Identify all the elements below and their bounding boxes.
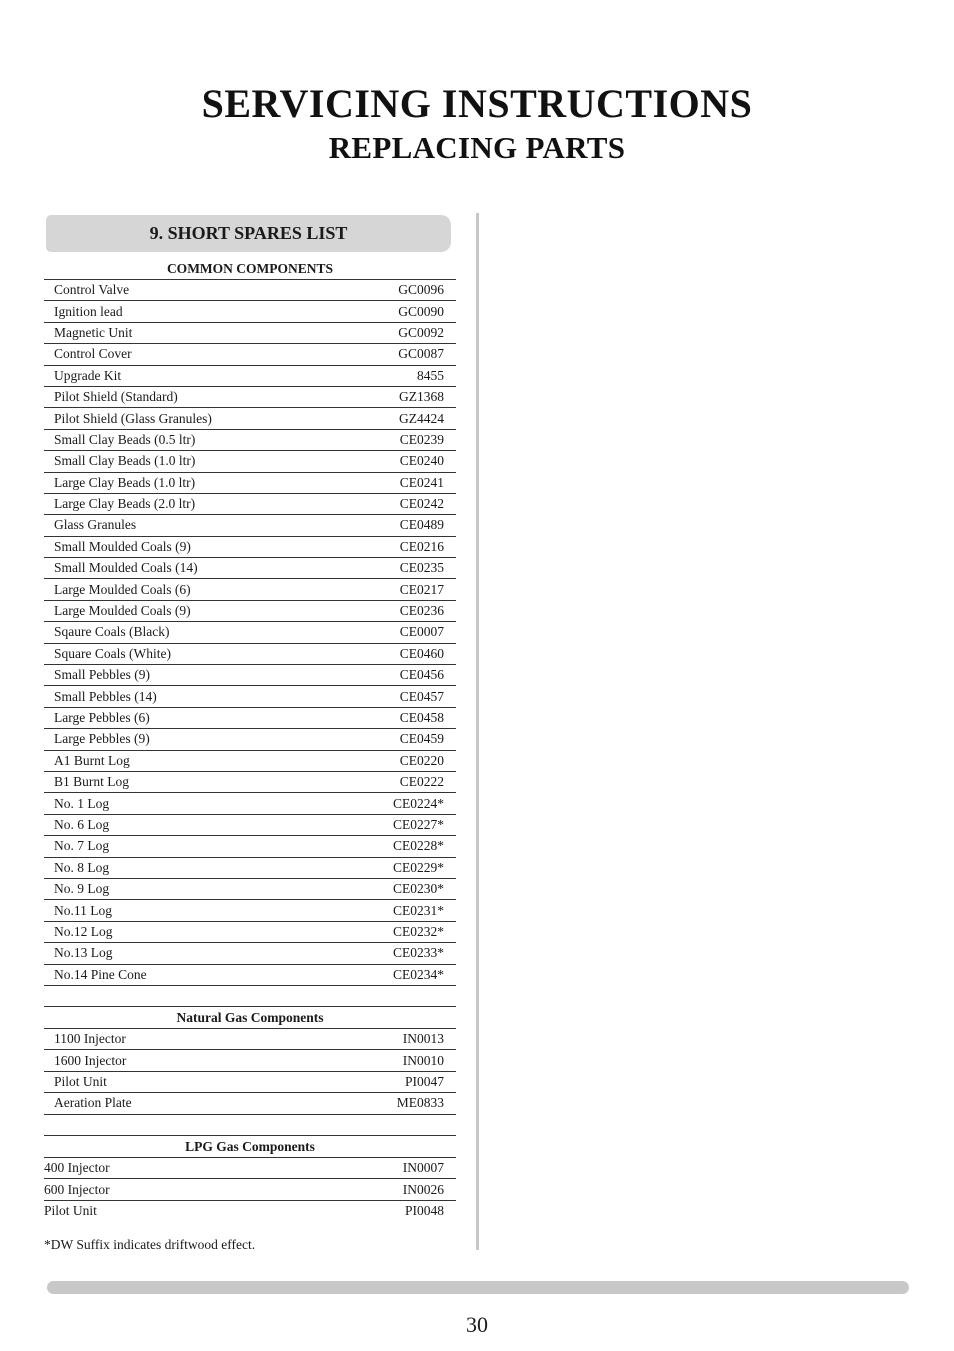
part-name: No.14 Pine Cone <box>54 966 147 982</box>
table-row <box>44 793 456 814</box>
part-code: PI0048 <box>404 1202 444 1218</box>
table-title: COMMON COMPONENTS <box>44 258 456 280</box>
part-name: Magnetic Unit <box>54 324 133 340</box>
part-name: No. 9 Log <box>54 881 110 897</box>
part-name: Large Clay Beads (1.0 ltr) <box>54 474 196 490</box>
table-row <box>44 1072 456 1093</box>
table-title: LPG Gas Components <box>44 1135 456 1158</box>
table-title: Natural Gas Components <box>44 1006 456 1029</box>
part-code: ME0833 <box>396 1095 444 1111</box>
table-row <box>44 772 456 793</box>
table-row <box>44 579 456 600</box>
table-row <box>44 815 456 836</box>
table-row <box>44 708 456 729</box>
part-code: CE0239 <box>399 431 444 447</box>
part-name: No.12 Log <box>54 923 113 939</box>
part-code: CE0489 <box>399 517 444 533</box>
part-name: B1 Burnt Log <box>54 774 130 790</box>
part-name: Aeration Plate <box>54 1095 132 1111</box>
part-code: CE0229* <box>392 859 444 875</box>
table-row <box>44 965 456 986</box>
table-row <box>44 323 456 344</box>
part-code: CE0460 <box>399 645 444 661</box>
natural-gas-components-table <box>44 1006 456 1115</box>
part-code: GC0090 <box>398 303 444 319</box>
part-code: CE0236 <box>399 603 444 619</box>
table-row <box>44 1029 456 1050</box>
part-name: No. 7 Log <box>54 838 110 854</box>
part-code: CE0456 <box>399 667 444 683</box>
table-row <box>44 473 456 494</box>
part-name: Large Pebbles (9) <box>54 731 150 747</box>
part-code: CE0007 <box>399 624 444 640</box>
table-row <box>44 1201 456 1221</box>
common-components-table <box>44 258 456 986</box>
table-row <box>44 729 456 750</box>
part-code: 8455 <box>417 367 444 383</box>
part-code: CE0222 <box>399 774 444 790</box>
part-name: No.11 Log <box>54 902 112 918</box>
table-row <box>44 900 456 921</box>
part-code: CE0234* <box>392 966 444 982</box>
part-name: Square Coals (White) <box>54 645 171 661</box>
part-code: IN0010 <box>402 1052 444 1068</box>
part-code: CE0216 <box>399 538 444 554</box>
table-row <box>44 644 456 665</box>
page-title: SERVICING INSTRUCTIONS <box>201 81 753 126</box>
part-name: Sqaure Coals (Black) <box>54 624 170 640</box>
part-name: 1600 Injector <box>54 1052 127 1068</box>
part-code: GC0096 <box>398 282 444 298</box>
table-row <box>44 451 456 472</box>
table-row <box>44 858 456 879</box>
part-code: IN0007 <box>402 1160 444 1176</box>
part-name: Large Moulded Coals (9) <box>54 603 191 619</box>
table-row <box>44 408 456 429</box>
table-row <box>44 366 456 387</box>
part-name: A1 Burnt Log <box>54 752 130 768</box>
table-row <box>44 387 456 408</box>
part-name: No. 6 Log <box>54 816 110 832</box>
part-name: Small Pebbles (9) <box>54 667 150 683</box>
part-name: Pilot Unit <box>54 1073 107 1089</box>
table-row <box>44 686 456 707</box>
part-code: CE0224* <box>392 795 444 811</box>
part-name: No. 1 Log <box>54 795 110 811</box>
table-row <box>44 665 456 686</box>
table-row <box>44 1158 456 1179</box>
table-row <box>44 922 456 943</box>
part-code: CE0228* <box>392 838 444 854</box>
part-name: Glass Granules <box>54 517 137 533</box>
part-name: Small Clay Beads (1.0 ltr) <box>54 453 196 469</box>
part-code: GC0087 <box>398 346 444 362</box>
table-row <box>44 537 456 558</box>
part-code: CE0240 <box>399 453 444 469</box>
part-name: Small Moulded Coals (9) <box>54 538 191 554</box>
table-row <box>44 1093 456 1114</box>
column-divider <box>476 213 479 1250</box>
page-number: 30 <box>466 1312 488 1337</box>
part-name: Upgrade Kit <box>54 367 122 383</box>
part-name: Ignition lead <box>54 303 123 319</box>
part-code: CE0227* <box>392 816 444 832</box>
part-name: No. 8 Log <box>54 859 110 875</box>
part-code: CE0233* <box>392 945 444 961</box>
table-row <box>44 622 456 643</box>
part-code: IN0026 <box>402 1181 444 1197</box>
table-row <box>44 836 456 857</box>
part-name: 1100 Injector <box>54 1031 126 1047</box>
part-name: Pilot Shield (Standard) <box>54 389 178 405</box>
footnote: *DW Suffix indicates driftwood effect. <box>44 1237 256 1252</box>
table-row <box>44 1179 456 1200</box>
footer-bar <box>47 1281 909 1294</box>
lpg-gas-components-table <box>44 1135 456 1221</box>
part-code: GZ1368 <box>399 389 444 405</box>
page-subtitle: REPLACING PARTS <box>328 130 626 165</box>
part-name: 600 Injector <box>44 1181 110 1197</box>
table-row <box>44 751 456 772</box>
part-code: CE0242 <box>399 496 444 512</box>
part-name: Large Clay Beads (2.0 ltr) <box>54 496 196 512</box>
part-code: CE0230* <box>392 881 444 897</box>
part-code: GC0092 <box>398 324 444 340</box>
section-heading: 9. SHORT SPARES LIST <box>46 215 451 252</box>
table-row <box>44 430 456 451</box>
part-name: Pilot Shield (Glass Granules) <box>54 410 212 426</box>
part-code: CE0241 <box>399 474 444 490</box>
part-name: Pilot Unit <box>44 1202 97 1218</box>
part-code: CE0232* <box>392 923 444 939</box>
part-code: CE0459 <box>399 731 444 747</box>
table-row <box>44 943 456 964</box>
part-code: CE0220 <box>399 752 444 768</box>
part-name: Control Cover <box>54 346 132 362</box>
part-code: GZ4424 <box>399 410 444 426</box>
table-row <box>44 601 456 622</box>
part-code: CE0458 <box>399 710 444 725</box>
part-name: 400 Injector <box>44 1160 110 1176</box>
part-name: Large Pebbles (6) <box>54 710 150 725</box>
part-name: No.13 Log <box>54 945 113 961</box>
table-row <box>44 344 456 365</box>
table-row <box>44 515 456 536</box>
table-row <box>44 494 456 515</box>
part-name: Control Valve <box>54 282 130 298</box>
part-code: IN0013 <box>402 1031 444 1047</box>
table-row <box>44 558 456 579</box>
part-name: Small Clay Beads (0.5 ltr) <box>54 431 196 447</box>
table-row <box>44 1050 456 1071</box>
part-code: CE0235 <box>399 560 444 576</box>
part-name: Large Moulded Coals (6) <box>54 581 191 597</box>
part-code: CE0217 <box>399 581 444 597</box>
part-name: Small Moulded Coals (14) <box>54 560 198 576</box>
part-code: PI0047 <box>404 1073 444 1089</box>
part-code: CE0231* <box>392 902 444 918</box>
part-code: CE0457 <box>399 688 444 704</box>
table-row <box>44 280 456 301</box>
part-name: Small Pebbles (14) <box>54 688 157 704</box>
table-row <box>44 301 456 322</box>
table-row <box>44 879 456 900</box>
